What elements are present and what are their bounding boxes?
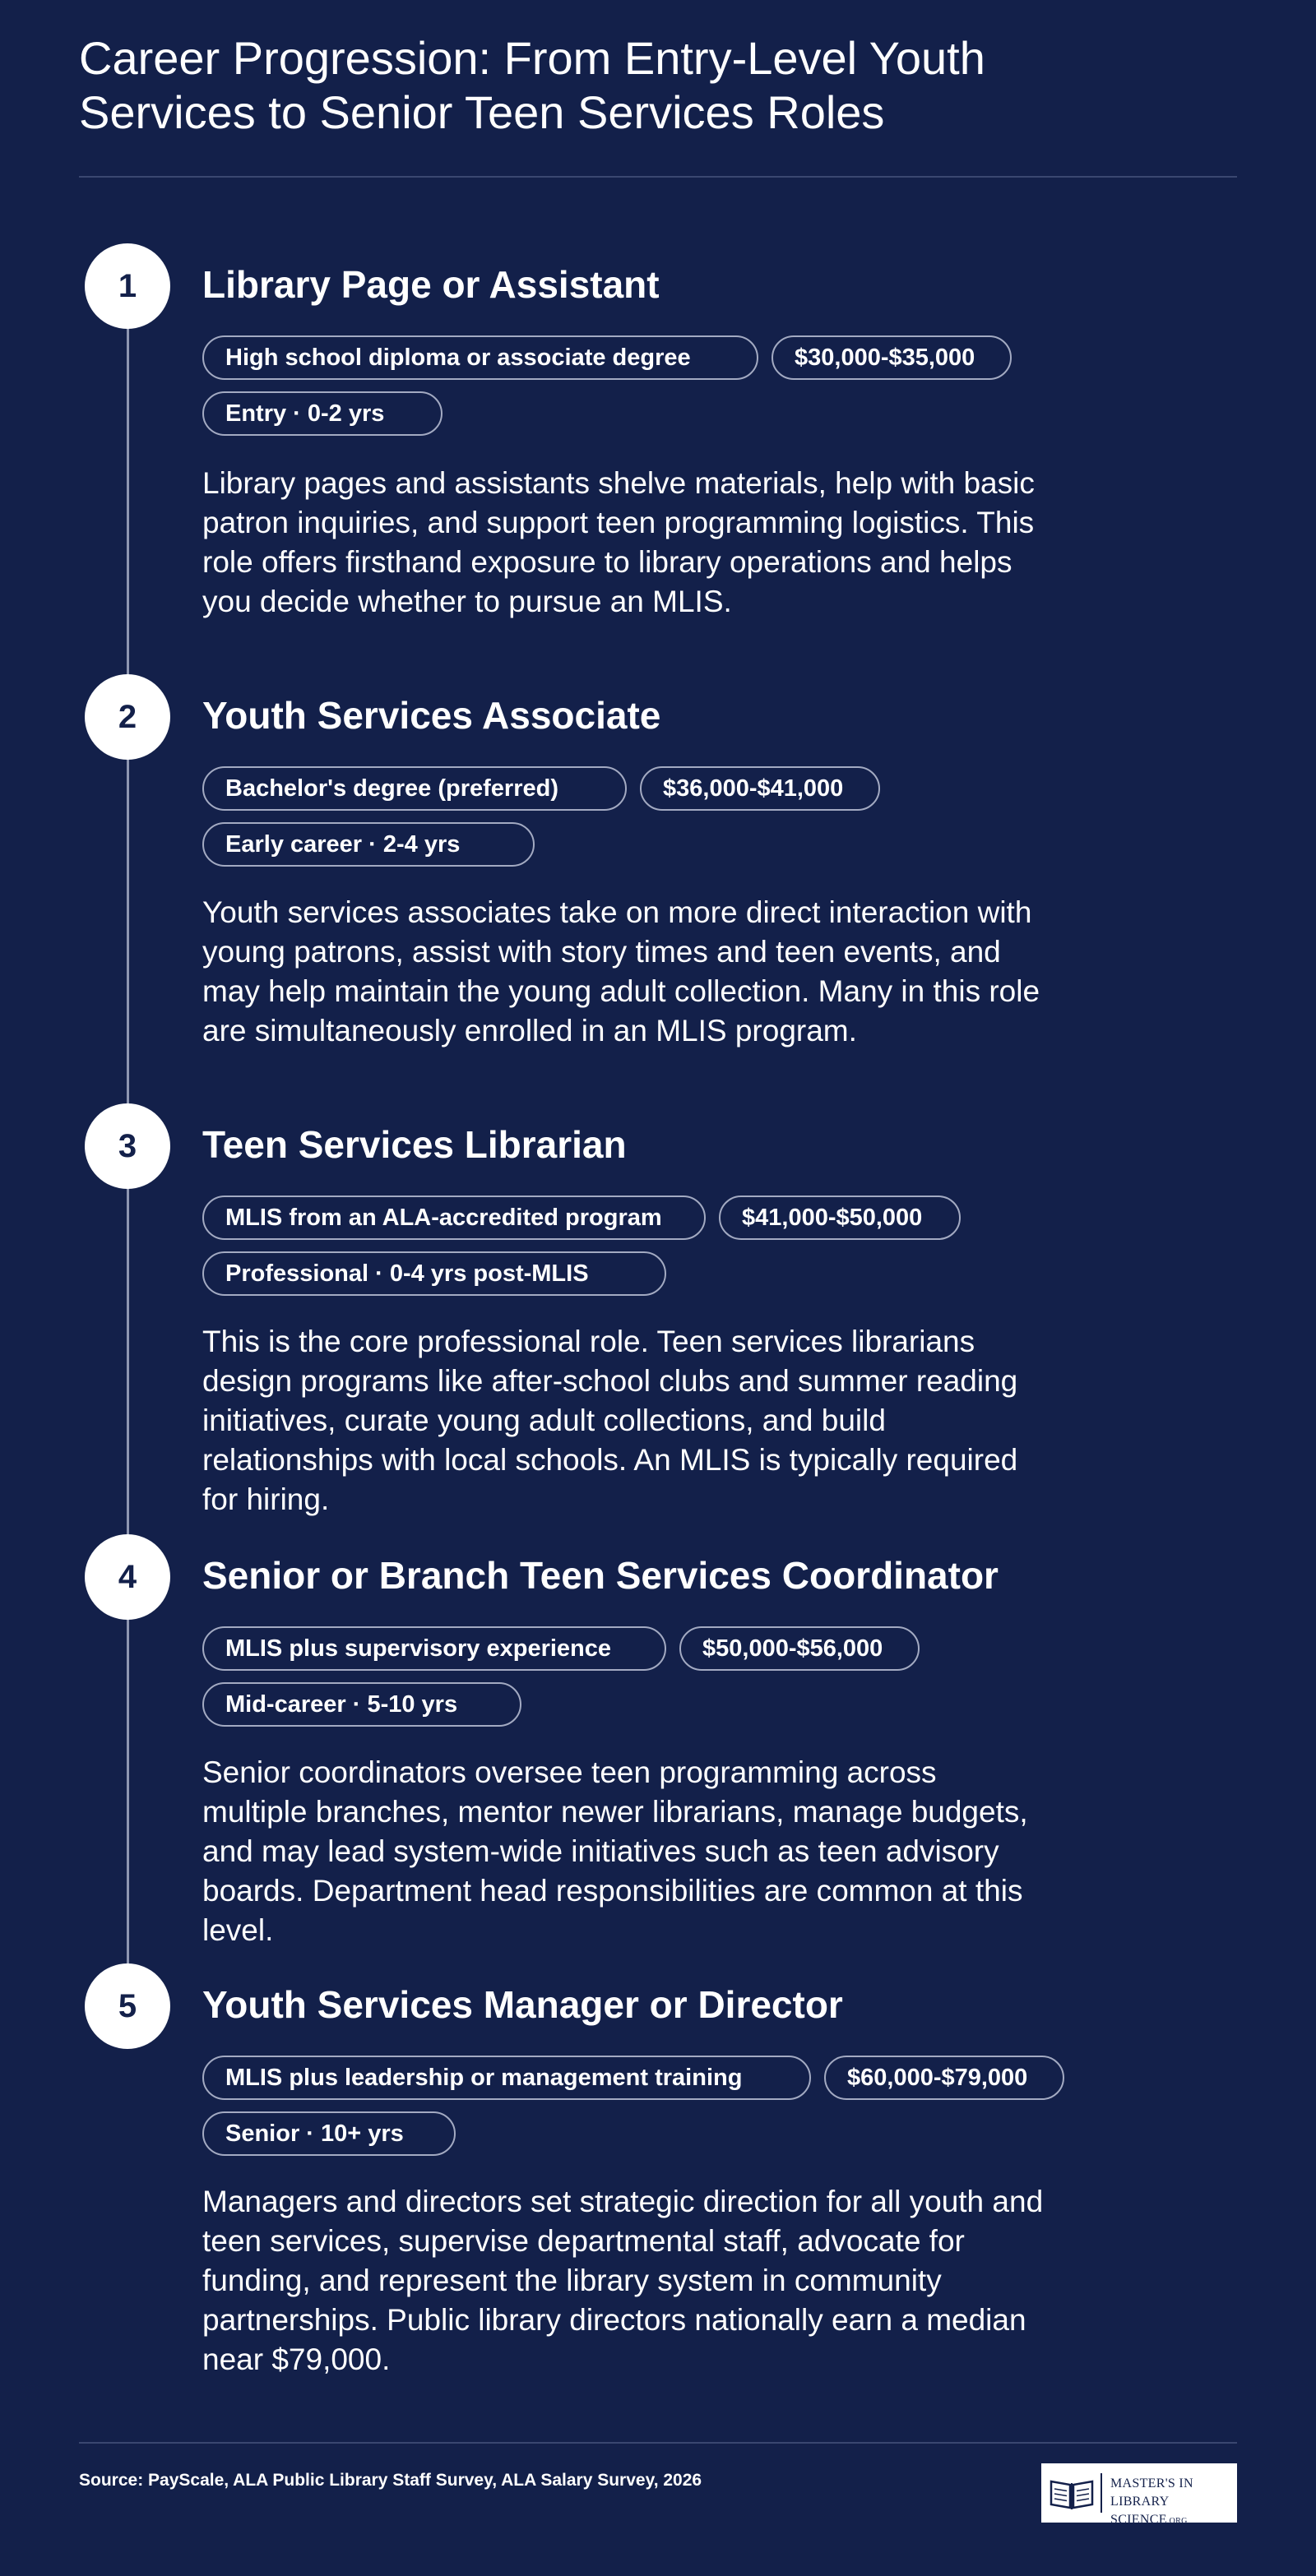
salary-tag: $50,000-$56,000 <box>679 1626 920 1671</box>
step-title: Senior or Branch Teen Services Coordinator <box>202 1554 999 1597</box>
step-description: Youth services associates take on more direct interaction with young patrons, assist with story times and teen events, and may help maintain the young adult collection. Many in this role are simultaneously enrolled in an MLIS program. <box>202 895 1040 1048</box>
step-description: Library pages and assistants shelve materials, help with basic patron inquiries, and support teen programming logistics. This role offers firsthand exposure to library operations and helps you decide whether to pursue an MLIS. <box>202 466 1035 618</box>
header-divider <box>79 176 1237 178</box>
step-title: Teen Services Librarian <box>202 1123 627 1166</box>
education-tag: High school diploma or associate degree <box>202 335 758 380</box>
salary-tag: $30,000-$35,000 <box>772 335 1012 380</box>
page-title: Career Progression: From Entry-Level Youth Services to Senior Teen Services Roles <box>79 32 985 138</box>
career-level-tag: Senior · 10+ yrs <box>202 2111 456 2156</box>
education-tag: Bachelor's degree (preferred) <box>202 766 627 811</box>
logo-wordmark <box>1110 2475 1234 2531</box>
step-number-badge: 4 <box>85 1534 170 1620</box>
source-note: Source: PayScale, ALA Public Library Staff Survey, ALA Salary Survey, 2026 <box>79 2471 702 2490</box>
logo-divider <box>1101 2473 1102 2513</box>
step-number-badge: 1 <box>85 243 170 329</box>
logo-line-2: LIBRARY SCIENCE <box>1110 2495 1169 2527</box>
step-title: Library Page or Assistant <box>202 263 660 306</box>
step-number-badge: 5 <box>85 1963 170 2049</box>
step-description: Managers and directors set strategic direction for all youth and teen services, supervise departmental staff, advocate for funding, and represent the library system in community partnerships. Public library directors nationally earn a median near $79,000. <box>202 2185 1044 2376</box>
step-title: Youth Services Manager or Director <box>202 1983 843 2026</box>
career-level-tag: Early career · 2-4 yrs <box>202 822 535 867</box>
career-level-tag: Professional · 0-4 yrs post-MLIS <box>202 1251 666 1296</box>
logo-line-1: MASTER'S IN <box>1110 2477 1193 2490</box>
open-book-icon <box>1048 2475 1096 2511</box>
career-level-tag: Entry · 0-2 yrs <box>202 391 443 436</box>
education-tag: MLIS plus leadership or management training <box>202 2056 811 2100</box>
footer-divider <box>79 2442 1237 2444</box>
step-number-badge: 3 <box>85 1103 170 1189</box>
step-number-badge: 2 <box>85 674 170 760</box>
step-description: Senior coordinators oversee teen programming across multiple branches, mentor newer librarians, manage budgets, and may lead system-wide initiatives such as teen advisory boards. Department head responsibilities are common at this level. <box>202 1755 1028 1947</box>
salary-tag: $36,000-$41,000 <box>640 766 880 811</box>
salary-tag: $60,000-$79,000 <box>824 2056 1064 2100</box>
logo-suffix: .ORG <box>1166 2517 1188 2526</box>
education-tag: MLIS from an ALA-accredited program <box>202 1196 706 1240</box>
site-logo <box>1041 2463 1237 2527</box>
education-tag: MLIS plus supervisory experience <box>202 1626 666 1671</box>
step-description: This is the core professional role. Teen services librarians design programs like after-school clubs and summer reading initiatives, curate young adult collections, and build relationships with local schools. An MLIS is typically required for hiring. <box>202 1325 1018 1516</box>
step-title: Youth Services Associate <box>202 694 661 737</box>
career-level-tag: Mid-career · 5-10 yrs <box>202 1682 521 1727</box>
salary-tag: $41,000-$50,000 <box>719 1196 961 1240</box>
